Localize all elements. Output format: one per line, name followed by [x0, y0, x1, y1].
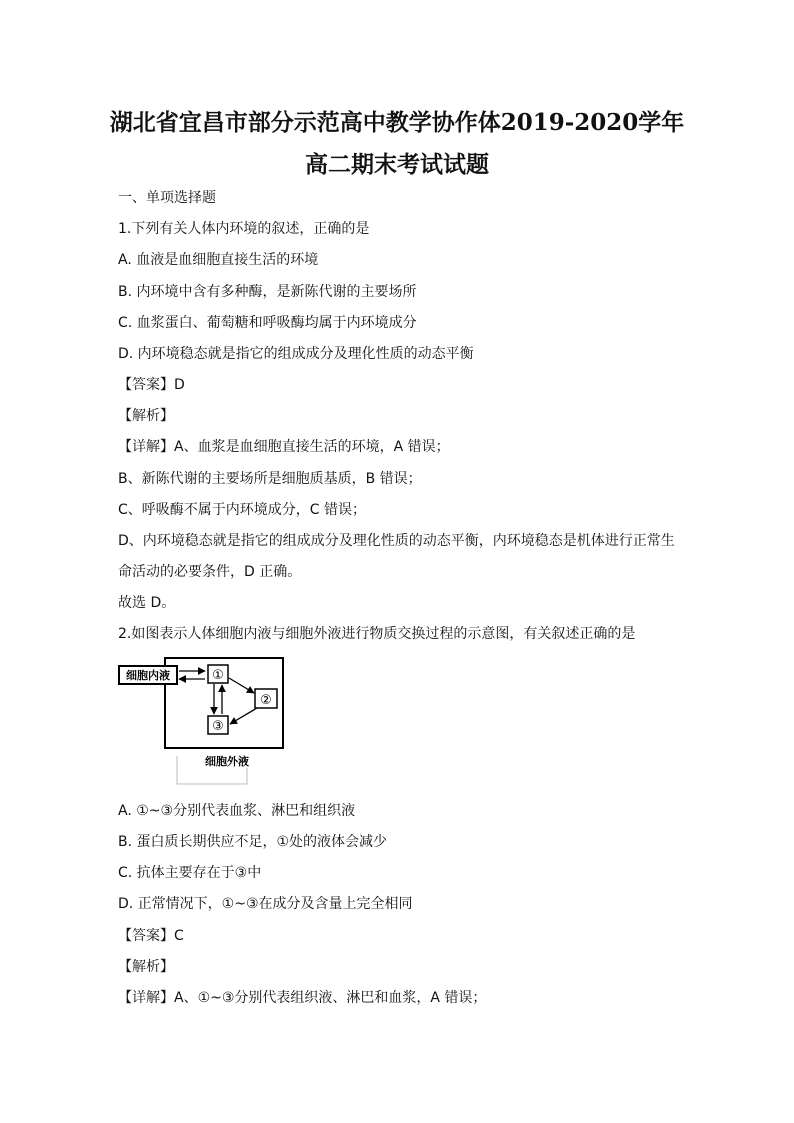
- extracellular-label: 细胞外液: [205, 755, 249, 768]
- question-2-option-a: A. ①~③分别代表血浆、淋巴和组织液: [118, 803, 356, 819]
- question-1-detail-3: C、呼吸酶不属于内环境成分，C 错误；: [118, 502, 366, 518]
- intracellular-label: 细胞内液: [126, 669, 170, 682]
- node-1-label: ①: [212, 668, 224, 683]
- question-1-answer: 【答案】D: [118, 377, 185, 393]
- document-title-line-2: 高二期末考试试题: [305, 151, 489, 178]
- document-title-line-1: 湖北省宜昌市部分示范高中教学协作体2019-2020学年: [109, 109, 685, 136]
- question-2-option-c: C. 抗体主要存在于③中: [118, 865, 262, 881]
- section-heading: 一、单项选择题: [118, 190, 216, 206]
- question-1-option-a: A. 血液是血细胞直接生活的环境: [118, 252, 319, 268]
- question-2-option-b: B. 蛋白质长期供应不足，①处的液体会减少: [118, 834, 388, 850]
- question-2-option-d: D. 正常情况下，①~③在成分及含量上完全相同: [118, 896, 413, 912]
- question-1-detail-6: 故选 D。: [118, 595, 176, 611]
- fluid-exchange-diagram: [117, 656, 292, 786]
- question-1-detail-4: D、内环境稳态就是指它的组成成分及理化性质的动态平衡，内环境稳态是机体进行正常生: [118, 533, 675, 549]
- question-1-detail-1: 【详解】A、血浆是血细胞直接生活的环境，A 错误；: [118, 439, 450, 455]
- question-1-option-d: D. 内环境稳态就是指它的组成成分及理化性质的动态平衡: [118, 346, 474, 362]
- question-2-stem: 2.如图表示人体细胞内液与细胞外液进行物质交换过程的示意图，有关叙述正确的是: [118, 626, 636, 642]
- question-1-option-c: C. 血浆蛋白、葡萄糖和呼吸酶均属于内环境成分: [118, 315, 417, 331]
- question-1-detail-2: B、新陈代谢的主要场所是细胞质基质，B 错误；: [118, 471, 422, 487]
- node-3-label: ③: [212, 719, 224, 734]
- question-1-stem: 1.下列有关人体内环境的叙述，正确的是: [118, 221, 370, 237]
- question-2-answer: 【答案】C: [118, 928, 184, 944]
- question-1-analysis-heading: 【解析】: [118, 408, 174, 424]
- question-2-detail-1: 【详解】A、①~③分别代表组织液、淋巴和血浆，A 错误；: [118, 990, 487, 1006]
- fluid-exchange-svg: [117, 656, 292, 786]
- question-1-option-b: B. 内环境中含有多种酶，是新陈代谢的主要场所: [118, 284, 417, 300]
- question-1-detail-5: 命活动的必要条件，D 正确。: [118, 564, 302, 580]
- node-2-label: ②: [260, 693, 272, 708]
- question-2-analysis-heading: 【解析】: [118, 959, 174, 975]
